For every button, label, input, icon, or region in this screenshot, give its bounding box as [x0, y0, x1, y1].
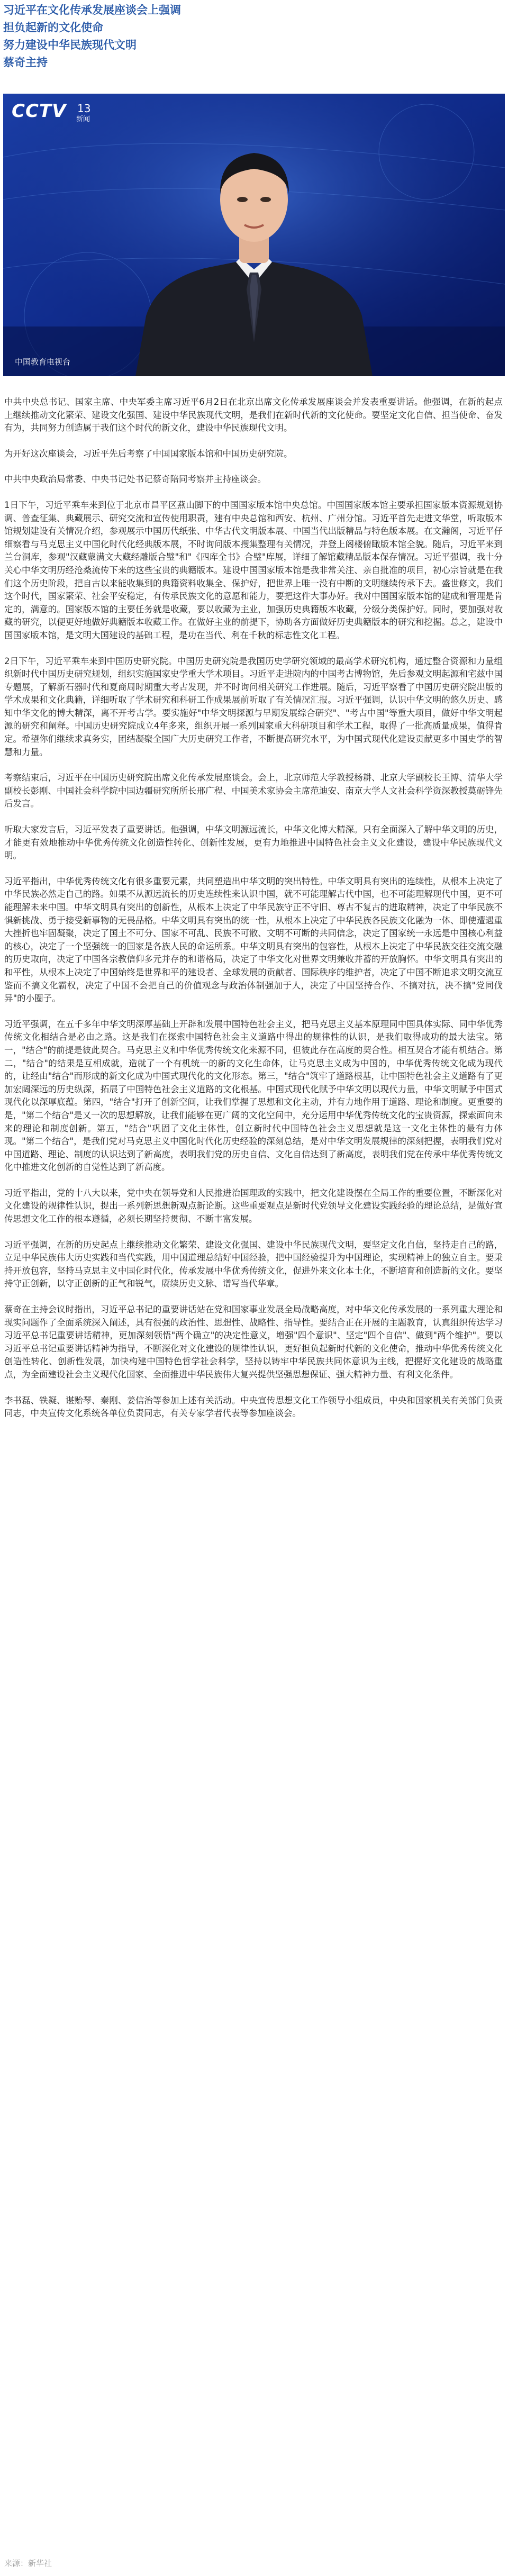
article-paragraph: 蔡奇在主持会议时指出，习近平总书记的重要讲话站在党和国家事业发展全局战略高度，对中华文化传承发展的一系列重大理论和现实问题作了全面系统深入阐述，具有很强的政治性、思想性、战略性、指导性。要结合正在开展的主题教育，认真组织传达学习习近平总书记重要讲话精神，更加深刻领悟"两个确立"的决定性意义，增强"四个意识"、坚定"四个自信"、做到"两个维护"。要以习近平总书记重要讲话精神为指导，不断深化对文化建设的规律性认识，更好担负起新时代新的文化使命，推动中华优秀传统文化创造性转化、创新性发展，加快构建中国特色哲学社会科学，坚持以铸牢中华民族共同体意识为主线，把握好文化建设的战略重点，为全面建设社会主义现代化国家、全面推进中华民族伟大复兴提供坚强思想保证、强大精神力量、有利文化条件。: [4, 1304, 503, 1380]
news-anchor: [3, 94, 505, 376]
article-paragraph: 中共中央总书记、国家主席、中央军委主席习近平6月2日在北京出席文化传承发展座谈会并发表重要讲话。他强调，在新的起点上继续推动文化繁荣、建设文化强国、建设中华民族现代文明，是我们在新时代新的文化使命。要坚定文化自信、担当使命、奋发有为，共同努力创造属于我们这个时代的新文化，建设中华民族现代文明。: [4, 397, 503, 433]
article-paragraph: 习近平指出，中华优秀传统文化有很多重要元素，共同塑造出中华文明的突出特性。中华文明具有突出的连续性，从根本上决定了中华民族必然走自己的路。如果不从源远流长的历史连续性来认识中国，就不可能理解古代中国，也不可能理解现代中国，更不可能理解未来中国。中华文明具有突出的创新性，从根本上决定了中华民族守正不守旧、尊古不复古的进取精神，决定了中华民族不惧新挑战、勇于接受新事物的无畏品格。中华文明具有突出的统一性，从根本上决定了中华民族各民族文化融为一体、即使遭遇重大挫折也牢固凝聚，决定了国土不可分、国家不可乱、民族不可散、文明不可断的共同信念，决定了国家统一永远是中国核心利益的核心，决定了一个坚强统一的国家是各族人民的命运所系。中华文明具有突出的包容性，从根本上决定了中华民族交往交流交融的历史取向，决定了中国各宗教信仰多元并存的和谐格局，决定了中华文化对世界文明兼收并蓄的开放胸怀。中华文明具有突出的和平性，从根本上决定了中国始终是世界和平的建设者、全球发展的贡献者、国际秩序的维护者，决定了中国不断追求文明交流互鉴而不搞文化霸权，决定了中国不会把自己的价值观念与政治体制强加于人，决定了中国坚持合作、不搞对抗，决不搞"党同伐异"的小圈子。: [4, 876, 503, 1004]
article-paragraph: 习近平强调，在新的历史起点上继续推动文化繁荣、建设文化强国、建设中华民族现代文明，要坚定文化自信，坚持走自己的路，立足中华民族伟大历史实践和当代实践，用中国道理总结好中国经验，把中国经验提升为中国理论，实现精神上的独立自主。要秉持开放包容，坚持马克思主义中国化时代化，传承发展中华优秀传统文化，促进外来文化本土化，不断培育和创造新的文化。要坚持守正创新，以守正创新的正气和锐气，赓续历史文脉、谱写当代华章。: [4, 1239, 503, 1289]
article-paragraph: 2日下午，习近平乘车来到中国历史研究院。中国历史研究院是我国历史学研究领域的最高学术研究机构，通过整合资源和力量组织新时代中国历史研究规划，组织实施国家史学重大学术项目。习近平走进院内的中国考古博物馆，先后参观文明起源和宅兹中国专题展，了解新石器时代和夏商周时期重大考古发现，并不时询问相关研究工作进展。随后，习近平察看了中国历史研究院出版的学术成果和文化典籍，详细听取了学术研究和科研工作成果展前听取了有关情况汇报。习近平强调，认识中华文明的悠久历史、感知中华文化的博大精深，离不开考古学。要实施好"中华文明探源与早期发展综合研究"、"考古中国"等重大项目，做好中华文明起源的研究和阐释。中国历史研究院成立4年多来，组织开展一系列国家重大科研项目和学术工程，取得了一批高质量成果，值得肯定。希望你们继续求真务实，团结凝聚全国广大历史研究工作者，不断提高研究水平，为中国式现代化建设贡献更多中国史学的智慧和力量。: [4, 656, 503, 757]
article-source: 来源：新华社: [4, 2559, 52, 2568]
channel-number: 13: [77, 102, 91, 115]
news-video-still[interactable]: [3, 94, 505, 376]
article-paragraph: 为开好这次座谈会，习近平先后考察了中国国家版本馆和中国历史研究院。: [4, 448, 293, 459]
article-paragraph: 听取大家发言后，习近平发表了重要讲话。他强调，中华文明源远流长，中华文化博大精深。只有全面深入了解中华文明的历史，才能更有效地推动中华优秀传统文化创造性转化、创新性发展，更有力地推进中国特色社会主义文化建设，建设中华民族现代文明。: [4, 824, 503, 861]
article-paragraph: 1日下午，习近平乘车来到位于北京市昌平区燕山脚下的中国国家版本馆中央总馆。中国国家版本馆主要承担国家版本资源规划协调、普查征集、典藏展示、研究交流和宣传使用职责，建有中央总馆和西安、杭州、广州分馆。习近平首先走进文华堂，听取版本馆规划建设有关情况介绍，参观展示中国历代纸张、中华古代文明版本展、中国当代出版精品与特色版本展。在文瀚阁，习近平仔细察看与马克思主义中国化时代化经典版本展，不时询问版本搜集整理有关情况，并登上阁楼俯瞰版本馆全貌。随后，习近平来到兰台洞库，参观"汉藏蒙满文大藏经雕版合璧"和"《四库全书》合璧"库展，详细了解馆藏精品版本保存情况。习近平强调，我十分关心中华文明历经沧桑流传下来的这些宝贵的典籍版本。建设中国国家版本馆是我非常关注、亲自批准的项目，初心宗旨就是在我们这个历史阶段，把自古以来能收集到的典籍资料收集全、保护好，把世界上唯一没有中断的文明继续传承下去。盛世修文，我们这个时代，国家繁荣、社会平安稳定，有传承民族文化的意愿和能力，要把这件大事办好。我对中国国家版本馆的建成和管理是肯定的，满意的。国家版本馆的主要任务就是收藏，要以收藏为主业，加强历史典籍版本收藏，分级分类保护好。同时，要加强对收藏的研究，以便更好地做好典籍版本收藏工作。在做好主业的前提下，协助各方面做好历史典籍版本的研究和挖掘。总之，建设中国国家版本馆，是文明大国建设的基础工程，是功在当代、利在千秋的标志性文化工程。: [4, 500, 503, 640]
article-paragraph: 考察结束后，习近平在中国历史研究院出席文化传承发展座谈会。会上，北京师范大学教授杨耕、北京大学副校长王博、清华大学副校长彭刚、中国社会科学院中国边疆研究所所长邢广程、中国美术家协会主席范迪安、南京大学人文社会科学资深教授莫砺锋先后发言。: [4, 773, 503, 809]
article-paragraph: 中共中央政治局常委、中央书记处书记蔡奇陪同考察并主持座谈会。: [4, 474, 266, 485]
headline-line-2: 担负起新的文化使命: [3, 21, 103, 34]
article-paragraph: 习近平强调，在五千多年中华文明深厚基础上开辟和发展中国特色社会主义，把马克思主义基本原理同中国具体实际、同中华优秀传统文化相结合是必由之路。这是我们在探索中国特色社会主义道路中得出的规律性的认识，是我们取得成功的最大法宝。第一，"结合"的前提是彼此契合。马克思主义和中华优秀传统文化来源不同，但彼此存在高度的契合性。相互契合才能有机结合。第二，"结合"的结果是互相成就，造就了一个有机统一的新的文化生命体，让马克思主义成为中国的，中华优秀传统文化成为现代的，让经由"结合"而形成的新文化成为中国式现代化的文化形态。第三，"结合"筑牢了道路根基，让中国特色社会主义道路有了更加宏阔深远的历史纵深，拓展了中国特色社会主义道路的文化根基。中国式现代化赋予中华文明以现代力量，中华文明赋予中国式现代化以深厚底蕴。第四，"结合"打开了创新空间，让我们掌握了思想和文化主动，并有力地作用于道路、理论和制度。更重要的是，"第二个结合"是又一次的思想解放，让我们能够在更广阔的文化空间中，充分运用中华优秀传统文化的宝贵资源，探索面向未来的理论和制度创新。第五，"结合"巩固了文化主体性，创立新时代中国特色社会主义思想就是这一文化主体性的最有力体现。"第二个结合"，是我们党对马克思主义中国化时代化历史经验的深刻总结，是对中华文明发展规律的深刻把握，表明我们党对中国道路、理论、制度的认识达到了新高度，表明我们党的历史自信、文化自信达到了新高度，表明我们党在传承中华优秀传统文化中推进文化创新的自觉性达到了新高度。: [4, 1019, 503, 1173]
article-body: [4, 396, 503, 1433]
article-paragraph: 李书磊、铁凝、谌贻琴、秦刚、姜信治等参加上述有关活动。中央宣传思想文化工作领导小组成员，中央和国家机关有关部门负责同志，中央宣传文化系统各单位负责同志，有关专家学者代表等参加座谈会。: [4, 1395, 503, 1419]
video-watermark: 中国教育电视台: [15, 357, 71, 367]
headline: [3, 2, 506, 71]
headline-line-4: 蔡奇主持: [3, 56, 48, 69]
channel-label: 新闻: [76, 115, 90, 123]
headline-line-3: 努力建设中华民族现代文明: [3, 39, 137, 51]
headline-line-1: 习近平在文化传承发展座谈会上强调: [3, 4, 181, 16]
article-paragraph: 习近平指出，党的十八大以来，党中央在领导党和人民推进治国理政的实践中，把文化建设摆在全局工作的重要位置，不断深化对文化建设的规律性认识，提出一系列新思想新观点新论断。这些重要观点是新时代党领导文化建设实践经验的理论总结，是做好宣传思想文化工作的根本遵循，必须长期坚持贯彻、不断丰富发展。: [4, 1187, 503, 1224]
cctv-logo: CCTV: [12, 101, 67, 122]
